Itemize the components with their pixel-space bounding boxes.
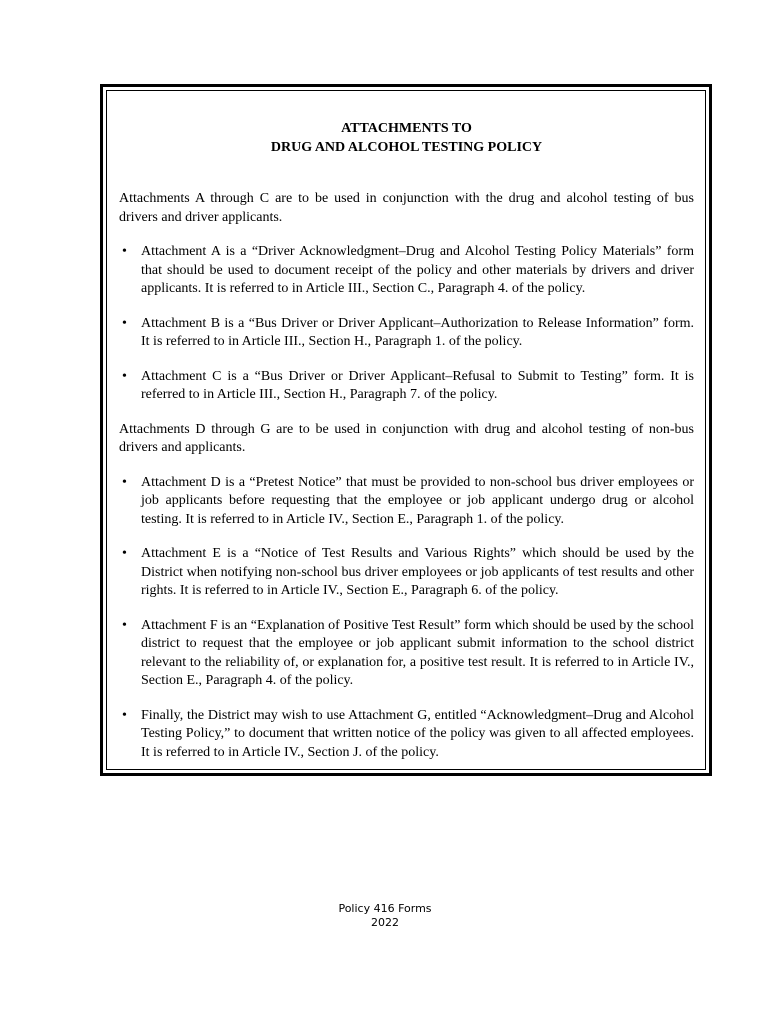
section-2-list: [119, 474, 694, 763]
page-title: [119, 119, 694, 157]
footer-year: 2022: [371, 916, 399, 929]
list-item-attachment-e: [119, 545, 694, 601]
list-item-text: Attachment C is a “Bus Driver or Driver Applicant–Refusal to Submit to Testing” form. It is referred to in Article III., Section H., Paragraph 7. of the policy.: [141, 368, 694, 402]
list-item-text: Attachment A is a “Driver Acknowledgment–Drug and Alcohol Testing Policy Materials” form that should be used to document receipt of the policy and other materials by drivers and driver applicants. It is referred to in Article III., Section C., Paragraph 4. of the policy.: [141, 244, 694, 296]
page-title-line-1: ATTACHMENTS TO: [341, 121, 472, 136]
attachments-frame-inner: [106, 90, 706, 770]
list-item-text: Attachment E is a “Notice of Test Results and Various Rights” which should be used by the District when notifying non-school bus driver employees or job applicants of test results and other rights. It is referred to in Article IV., Section E., Paragraph 6. of the policy.: [141, 546, 694, 598]
attachments-frame: [100, 84, 712, 776]
list-item-attachment-d: [119, 474, 694, 530]
bullet-icon: •: [122, 368, 127, 384]
list-item-attachment-f: [119, 617, 694, 691]
list-item-attachment-b: [119, 315, 694, 352]
bullet-icon: •: [122, 707, 127, 723]
bullet-icon: •: [122, 474, 127, 490]
list-item-attachment-c: [119, 368, 694, 405]
bullet-icon: •: [122, 315, 127, 331]
section-2-intro: Attachments D through G are to be used in conjunction with drug and alcohol testing of non-bus drivers and applicants.: [119, 421, 694, 455]
page-title-line-2: DRUG AND ALCOHOL TESTING POLICY: [270, 140, 543, 155]
section-1-list: [119, 243, 694, 405]
list-item-attachment-a: [119, 243, 694, 299]
bullet-icon: •: [122, 244, 127, 259]
section-1-intro: Attachments A through C are to be used in conjunction with the drug and alcohol testing of bus drivers and driver applicants.: [119, 191, 694, 225]
list-item-text: Attachment D is a “Pretest Notice” that must be provided to non-school bus driver employees or job applicants before requesting that the employee or job applicant undergo drug or alcohol testing. It is referred to in Article IV., Section E., Paragraph 1. of the policy.: [141, 474, 694, 527]
list-item-text: Attachment F is an “Explanation of Positive Test Result” form which should be used by the school district to request that the employee or job applicant submit information to the school district relevant to the reliability of, or explanation for, a positive test result. It is referred to in Article IV., Section E., Paragraph 4. of the policy.: [141, 617, 694, 688]
list-item-text: Finally, the District may wish to use Attachment G, entitled “Acknowledgment–Drug and Alcohol Testing Policy,” to document that written notice of the policy was given to all affected employees. It is referred to in Article IV., Section J. of the policy.: [141, 707, 694, 760]
bullet-icon: •: [122, 617, 127, 633]
page-footer: [0, 902, 770, 930]
list-item-text: Attachment B is a “Bus Driver or Driver Applicant–Authorization to Release Information” form. It is referred to in Article III., Section H., Paragraph 1. of the policy.: [141, 315, 694, 349]
list-item-attachment-g: [119, 707, 694, 763]
footer-policy-label: Policy 416 Forms: [338, 902, 432, 915]
bullet-icon: •: [122, 546, 127, 561]
